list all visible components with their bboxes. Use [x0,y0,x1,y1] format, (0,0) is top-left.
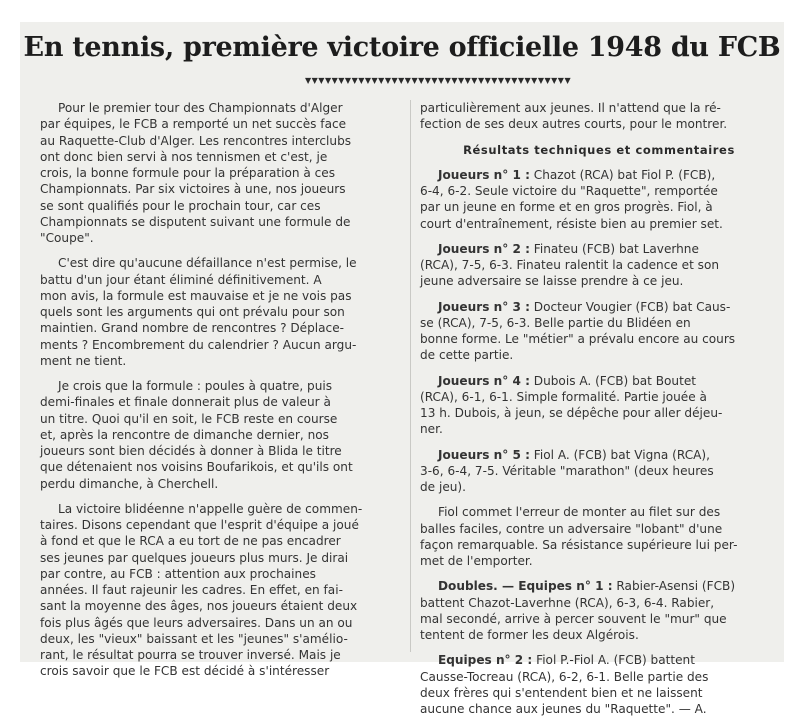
result-lead: Joueurs n° 3 : [438,299,530,314]
right-column [420,100,778,726]
result-singles-1 [420,167,778,232]
paragraph-intro: Pour le premier tour des Championnats d'Alger par équipes, le FCB a remporté un net succès face au Raquette-Club d'Alger. Les rencontres interclubs ont donc bien servi à nos tennismen et c'est, je crois, la bonne formule pour la préparation à ces Championnats. Par six victoires à une, nos joueurs se sont qualifiés pour le prochain tour, car ces Championnats se disputent suivant une formule de "Coupe". [40,101,352,245]
result-lead: Equipes n° 2 : [438,653,533,668]
result-doubles-1 [420,578,778,643]
result-lead: Joueurs n° 2 : [438,241,530,256]
result-lead: Joueurs n° 5 : [438,447,530,462]
result-doubles-2 [420,652,778,717]
paragraph-fiol-commentary: Fiol commet l'erreur de monter au filet sur des balles faciles, contre un adversaire "lobant" d'une façon remarquable. Sa résistance supérieure lui per- met de l'emporter. [420,505,738,568]
title-ornament-rule: ▼▼▼▼▼▼▼▼▼▼▼▼▼▼▼▼▼▼▼▼▼▼▼▼▼▼▼▼▼▼▼▼▼▼▼▼▼▼▼▼ [305,76,572,85]
left-column [40,100,398,689]
result-text: Chazot (RCA) bat Fiol P. (FCB), 6-4, 6-2. Seule victoire du "Raquette", remportée par un jeune en forme et en gros progrès. Fiol, à court d'entraînement, résiste bien au premier set. [420,167,723,231]
result-singles-3 [420,299,778,364]
article-title: En tennis, première victoire officielle 1948 du FCB [23,32,781,63]
result-singles-2 [420,241,778,290]
results-heading: Résultats techniques et commentaires [463,142,735,157]
result-text: Fiol A. (FCB) bat Vigna (RCA), 3-6, 6-4, 7-5. Véritable "marathon" (deux heures de jeu). [420,447,714,494]
paragraph-formula: C'est dire qu'aucune défaillance n'est permise, le battu d'un jour étant éliminé définitivement. A mon avis, la formule est mauvaise et je ne vois pas quels sont les arguments qui ont prévalu pour son maintien. Grand nombre de rencontres ? Déplace- ments ? Encombrement du calendrier ? Aucun argu- ment ne tient. [40,256,357,368]
result-text: Rabier-Asensi (FCB) battent Chazot-Laverhne (RCA), 6-3, 6-4. Rabier, mal secondé, arrive à percer souvent le "mur" que tentent de former les deux Algérois. [420,579,736,642]
newspaper-clipping [20,22,784,716]
result-singles-5 [420,447,778,496]
paragraph-proposal: Je crois que la formule : poules à quatre, puis demi-finales et finale donnerait plus de valeur à un titre. Quoi qu'il en soit, le FCB reste en course et, après la rencontre de dimanche dernier, nos joueurs sont bien décidés à donner à Blida le titre que détenaient nos voisins Boufarikois, et qu'ils ont perdu dimanche, à Cherchell. [40,379,353,491]
column-divider [410,100,411,652]
result-text: Dubois A. (FCB) bat Boutet (RCA), 6-1, 6-1. Simple formalité. Partie jouée à 13 h. Dubois, à jeun, se dépêche pour aller déjeu- ner. [420,373,723,437]
result-lead: Doubles. — Equipes n° 1 : [438,579,613,594]
result-singles-4 [420,373,778,438]
paragraph-victory: La victoire blidéenne n'appelle guère de commen- taires. Disons cependant que l'esprit d'équipe a joué à fond et que le RCA a eu tort de ne pas encadrer ses jeunes par quelques joueurs plus murs. Je dirai par contre, au FCB : attention aux prochaines années. Il faut rajeunir les cadres. En effet, en fai- sant la moyenne des âges, nos joueurs étaient deux fois plus âgés que leurs adversaires. Dans un an ou deux, les "vieux" baissant et les "jeunes" s'amélio- rant, le résultat pourra se trouver inversé. Mais je crois savoir que le FCB est décidé à s'intéresser [40,501,363,679]
result-text: Docteur Vougier (FCB) bat Caus- se (RCA), 7-5, 6-3. Belle partie du Blidéen en bonne forme. Le "métier" a prévalu encore au cours de cette partie. [420,299,736,363]
paragraph-continuation: particulièrement aux jeunes. Il n'attend que la ré- fection de ses deux autres courts, pour le montrer. [420,101,728,132]
result-lead: Joueurs n° 4 : [438,373,530,388]
result-text: Finateu (FCB) bat Laverhne (RCA), 7-5, 6-3. Finateu ralentit la cadence et son jeune adversaire se laisse prendre à ce jeu. [420,241,720,289]
result-lead: Joueurs n° 1 : [438,167,530,182]
result-text: Fiol P.-Fiol A. (FCB) battent Causse-Tocreau (RCA), 6-2, 6-1. Belle partie des deux frères qui s'entendent bien et ne laissent aucune chance aux jeunes du "Raquette". — A. [420,653,709,716]
